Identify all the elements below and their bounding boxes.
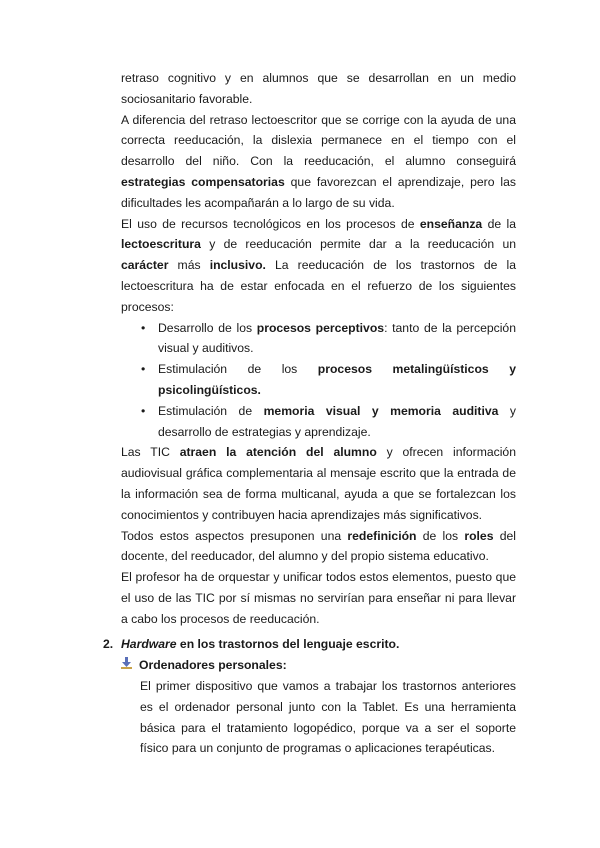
intro-paragraph	[121, 68, 516, 110]
list-item-bold: procesos metalingüísticos y psicolingüísticos.	[158, 362, 516, 397]
dislexia-paragraph	[121, 110, 516, 214]
bullet-icon: •	[141, 320, 146, 335]
aspectos-bold-1: redefinición	[347, 528, 417, 543]
aspectos-text-2: de los	[416, 528, 465, 543]
list-item	[121, 318, 516, 360]
aspectos-text-1: Todos estos aspectos presuponen una	[121, 528, 348, 543]
list-item-text: y desarrollo de estrategias y aprendizaje.	[158, 403, 516, 439]
recursos-text-4: más	[168, 258, 210, 273]
arrow-bullet-icon	[121, 655, 139, 676]
section-number: 2.	[103, 637, 114, 651]
dislexia-text-2: que favorezcan el aprendizaje, pero las dificultades les acompañarán a lo largo de su vida.	[121, 174, 516, 210]
recursos-paragraph	[121, 214, 516, 318]
list-item-bold: procesos perceptivos	[256, 320, 385, 335]
body-column	[121, 68, 516, 630]
list-item-text: Estimulación de	[158, 403, 264, 418]
list-item-text: Desarrollo de los	[158, 320, 257, 335]
tic-bold-1: atraen la atención del alumno	[179, 445, 377, 460]
dislexia-bold-1: estrategias compensatorias	[121, 174, 285, 189]
recursos-bold-1: enseñanza	[419, 216, 483, 231]
aspectos-bold-2: roles	[464, 528, 494, 543]
recursos-text-1: El uso de recursos tecnológicos en los procesos de	[121, 216, 420, 231]
aspectos-paragraph	[121, 526, 516, 568]
recursos-bold-4: inclusivo.	[209, 258, 266, 273]
processes-list	[121, 318, 516, 443]
section-title: en los trastornos del lenguaje escrito.	[176, 637, 400, 651]
subsection-title: Ordenadores personales:	[139, 658, 287, 672]
intro-text: retraso cognitivo y en alumnos que se desarrollan en un medio sociosanitario favorable.	[121, 71, 516, 106]
list-item-text: : tanto de la percepción visual y auditivos.	[158, 320, 516, 356]
recursos-text-3: y de reeducación permite dar a la reeducación un	[200, 237, 516, 252]
section-heading	[103, 634, 399, 655]
list-item-text: Estimulación de los	[158, 362, 318, 377]
recursos-text-2: de la	[482, 216, 516, 231]
profesor-text: El profesor ha de orquestar y unificar todos estos elementos, puesto que el uso de las TIC por sí mismas no servirían para enseñar ni para llevar a cabo los procesos de reeducación.	[121, 570, 516, 626]
dislexia-text-1: A diferencia del retraso lectoescritor que se corrige con la ayuda de una correcta reeducación, la dislexia permanece en el tiempo con el desarrollo del niño. Con la reeducación, el alumno conseguirá	[121, 112, 516, 169]
aspectos-text-3: del docente, del reeducador, del alumno y del propio sistema educativo.	[121, 528, 517, 564]
bullet-icon: •	[141, 362, 146, 377]
recursos-text-5: La reeducación de los trastornos de la lectoescritura ha de estar enfocada en el refuerzo de los siguientes procesos:	[121, 258, 517, 314]
subsection-heading	[121, 655, 287, 676]
subsection-body	[140, 676, 516, 759]
recursos-bold-2: lectoescritura	[121, 237, 201, 252]
profesor-paragraph	[121, 567, 516, 629]
bullet-icon: •	[141, 403, 146, 418]
subsection-paragraph: El primer dispositivo que vamos a trabajar los trastornos anteriores es el ordenador personal junto con la Tablet. Es una herramienta básica para el tratamiento logopédico, porque va a ser el soporte físico para un conjunto de programas o aplicaciones terapéuticas.	[140, 679, 516, 756]
tic-text-1: Las TIC	[121, 445, 180, 460]
recursos-bold-3: carácter	[121, 258, 169, 273]
section-italic: Hardware	[121, 637, 177, 651]
tic-text-2: y ofrecen información audiovisual gráfica complementaria al mensaje escrito que la entrada de la información sea de forma multicanal, ayuda a que se fortalezcan los conocimientos y contribuyen hacia aprendizajes más significativos.	[121, 445, 516, 522]
list-item	[121, 359, 516, 401]
list-item	[121, 401, 516, 443]
tic-paragraph	[121, 442, 516, 525]
list-item-bold: memoria visual y memoria auditiva	[263, 403, 499, 418]
